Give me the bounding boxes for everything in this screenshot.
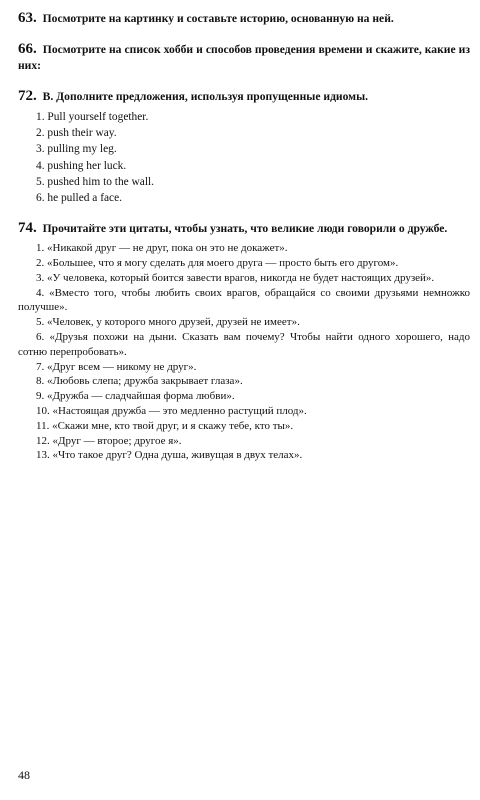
list-item: 4. pushing her luck.: [36, 159, 127, 172]
list-item: 8. «Любовь слепа; дружба закрывает глаза».: [36, 375, 243, 388]
task-instruction: Посмотрите на картинку и составьте историю, основанную на ней.: [42, 12, 394, 25]
idiom-list: [18, 109, 470, 206]
task-63: [18, 10, 470, 27]
list-item: 10. «Настоящая дружба — это медленно растущий плод».: [36, 404, 307, 417]
list-item: 13. «Что такое друг? Одна душа, живущая в двух телах».: [36, 449, 303, 462]
list-item: 5. pushed him to the wall.: [36, 175, 155, 188]
list-item: 9. «Дружба — сладчайшая форма любви».: [36, 390, 235, 403]
list-item: 3. «У человека, который боится завести врагов, никогда не будет настоящих друзей».: [36, 271, 435, 284]
task-heading: [18, 41, 470, 74]
list-item: 6. he pulled a face.: [36, 192, 123, 205]
task-instruction: B. Дополните предложения, используя пропущенные идиомы.: [42, 90, 369, 103]
task-number: 74.: [18, 220, 37, 237]
task-heading: [18, 88, 470, 105]
task-66: [18, 41, 470, 74]
list-item: 12. «Друг — второе; другое я».: [36, 434, 182, 447]
task-number: 72.: [18, 88, 37, 104]
task-instruction: Посмотрите на список хобби и способов проведения времени и скажите, какие из них:: [18, 43, 470, 72]
list-item: 1. «Никакой друг — не друг, пока он это не докажет».: [36, 242, 288, 255]
page-number: 48: [18, 768, 30, 782]
task-instruction: Прочитайте эти цитаты, чтобы узнать, что великие люди говорили о дружбе.: [42, 222, 448, 236]
task-number: 66.: [18, 41, 37, 57]
list-item: 2. «Большее, что я могу сделать для моего друга — просто быть его другом».: [36, 257, 399, 270]
list-item: 3. pulling my leg.: [36, 143, 117, 156]
list-item: 11. «Скажи мне, кто твой друг, и я скажу тебе, кто ты».: [36, 419, 294, 432]
task-74: [18, 220, 470, 463]
task-number: 63.: [18, 10, 37, 26]
task-72: [18, 88, 470, 206]
list-item: 1. Pull yourself together.: [36, 111, 149, 123]
list-item: 4. «Вместо того, чтобы любить своих врагов, обращайся со своими друзьями немножко получше».: [18, 286, 470, 314]
quote-list: [18, 241, 470, 463]
list-item: 6. «Друзья похожи на дыни. Сказать вам почему? Чтобы найти одного хорошего, надо сотню перепробовать».: [18, 331, 470, 358]
task-heading: [18, 220, 470, 237]
list-item: 5. «Человек, у которого много друзей, друзей не имеет».: [36, 316, 300, 329]
list-item: 2. push their way.: [36, 127, 117, 140]
task-heading: [18, 10, 470, 27]
page-content: [18, 10, 470, 477]
list-item: 7. «Друг всем — никому не друг».: [36, 360, 197, 373]
